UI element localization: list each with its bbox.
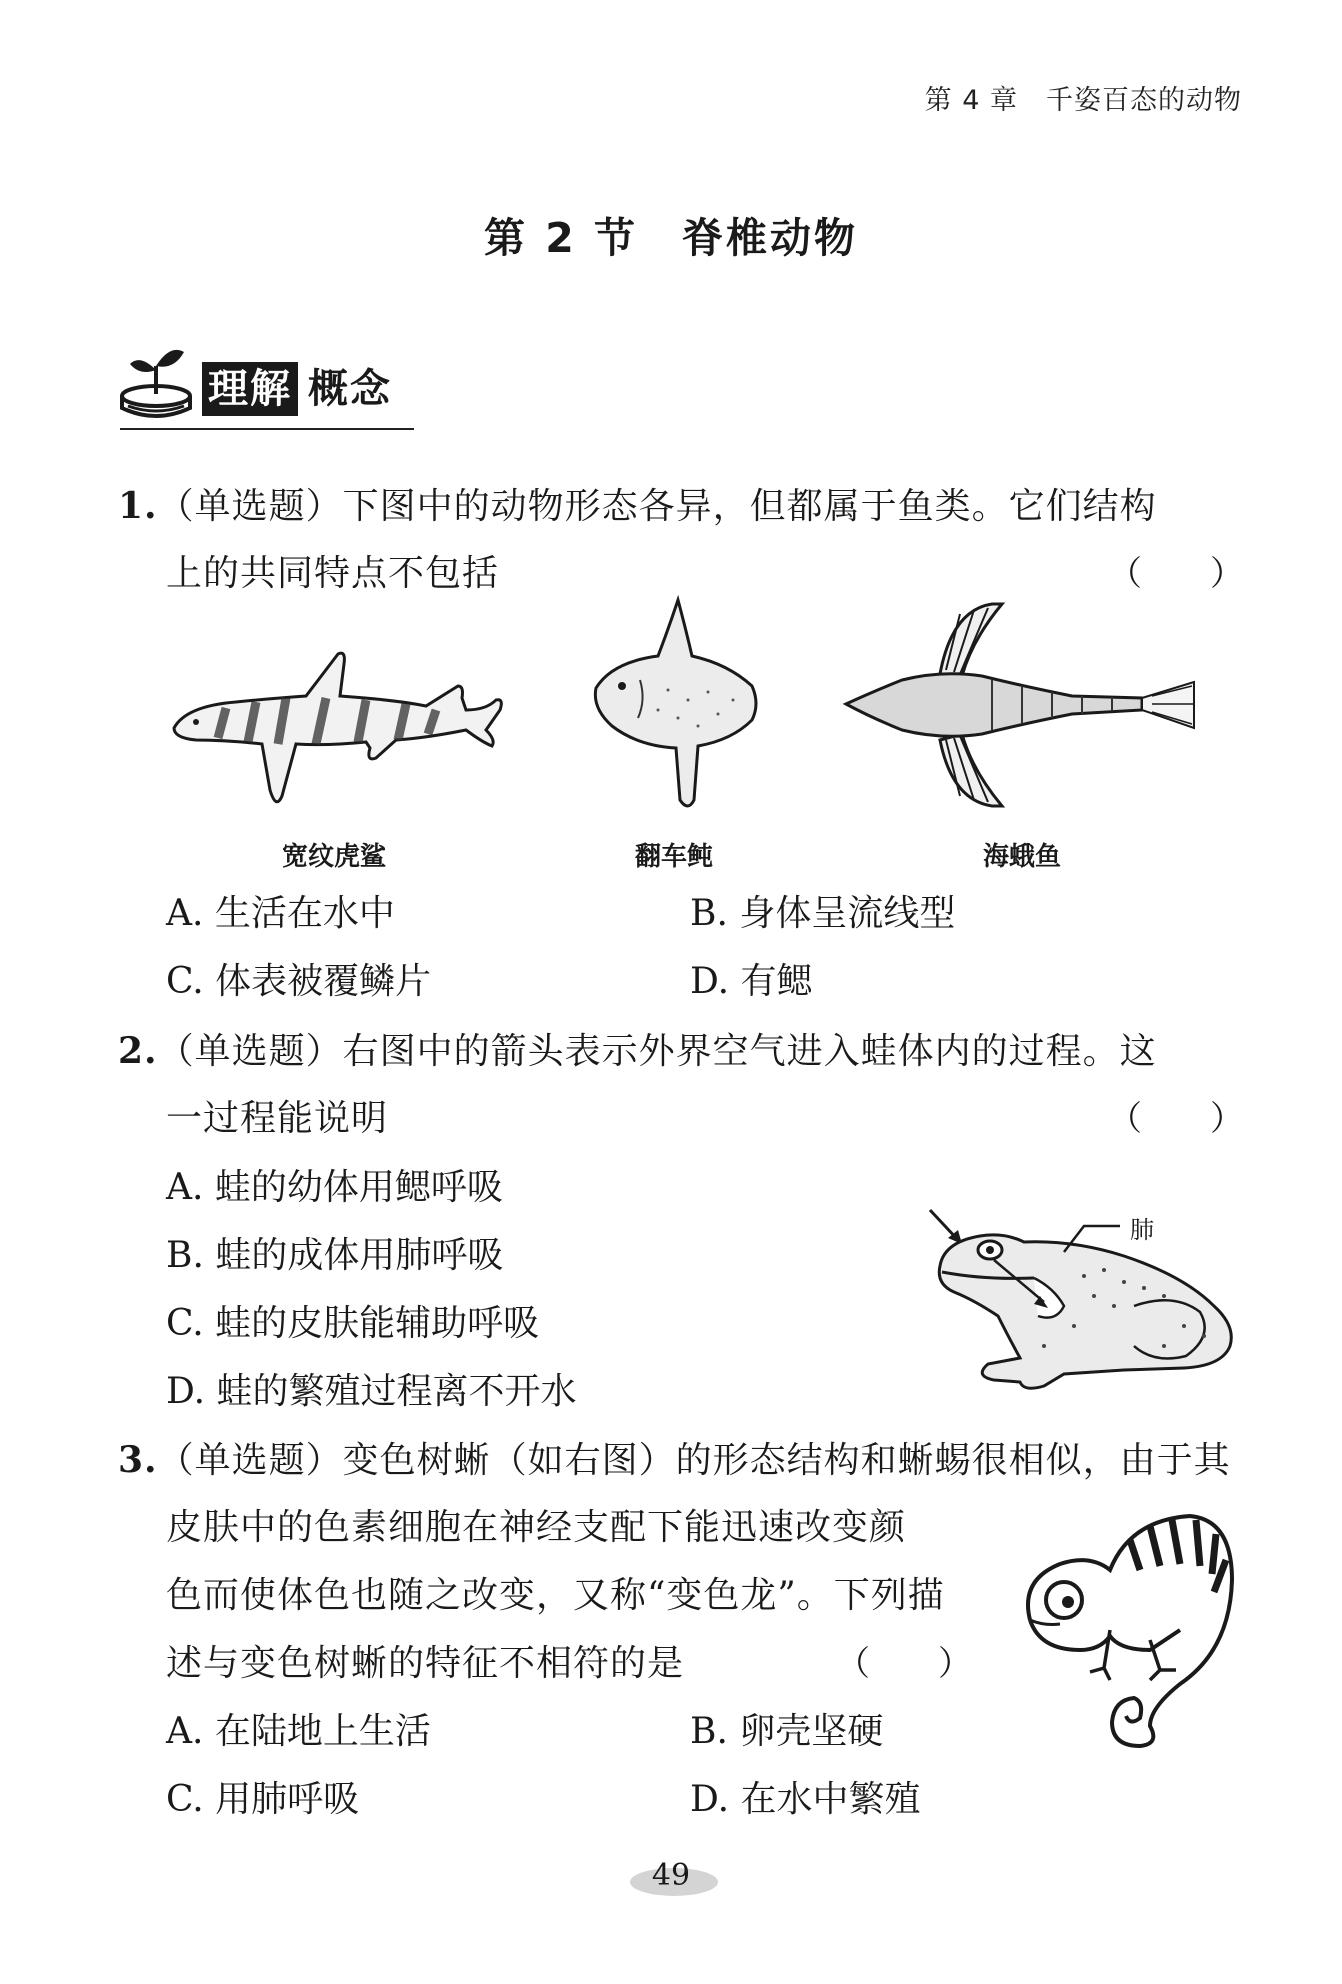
seamoth-illustration	[842, 600, 1202, 810]
answer-bracket: （ ）	[1108, 1099, 1244, 1139]
chapter-header: 第 4 章 千姿百态的动物	[924, 85, 1242, 116]
caption-shark: 宽纹虎鲨	[281, 842, 386, 872]
page-number: 49	[651, 1858, 691, 1893]
answer-bracket: （ ）	[1108, 554, 1244, 594]
answer-bracket: （ ）	[836, 1644, 972, 1684]
section-label-highlight: 理解	[202, 362, 298, 416]
caption-sunfish: 翻车鲀	[634, 842, 713, 872]
option-d[interactable]: D. 有鳃	[690, 961, 813, 1002]
frog-illustration	[924, 1196, 1240, 1396]
question-3-line2: 皮肤中的色素细胞在神经支配下能迅速改变颜	[166, 1507, 907, 1548]
option-a[interactable]: A. 在陆地上生活	[166, 1711, 431, 1752]
option-b[interactable]: B. 身体呈流线型	[690, 893, 956, 934]
question-text: （单选题）右图中的箭头表示外界空气进入蛙体内的过程。这	[157, 1031, 1157, 1072]
chameleon-illustration	[1000, 1500, 1240, 1750]
option-a[interactable]: A. 生活在水中	[166, 893, 395, 934]
sunfish-illustration	[588, 600, 768, 810]
question-number: 3.	[118, 1439, 158, 1481]
option-c[interactable]: C. 用肺呼吸	[166, 1779, 360, 1820]
section-label-plain: 概念	[308, 366, 392, 412]
shark-illustration	[166, 640, 506, 810]
caption-seamoth: 海蛾鱼	[982, 842, 1061, 872]
option-d[interactable]: D. 在水中繁殖	[690, 1779, 921, 1820]
option-d[interactable]: D. 蛙的繁殖过程离不开水	[166, 1371, 577, 1412]
question-3-line4: 述与变色树蜥的特征不相符的是	[166, 1643, 685, 1684]
question-text: （单选题）变色树蜥（如右图）的形态结构和蜥蜴很相似，由于其	[157, 1440, 1231, 1481]
option-b[interactable]: B. 卵壳坚硬	[690, 1711, 884, 1752]
sprout-dish-icon	[118, 344, 200, 424]
option-b[interactable]: B. 蛙的成体用肺呼吸	[166, 1235, 504, 1276]
question-2-line2: 一过程能说明	[166, 1098, 389, 1139]
question-number: 2.	[118, 1030, 158, 1072]
question-3-line1	[118, 1426, 1231, 1495]
question-2-line1	[118, 1017, 1157, 1086]
option-c[interactable]: C. 蛙的皮肤能辅助呼吸	[166, 1303, 540, 1344]
question-3-line3: 色而使体色也随之改变，又称“变色龙”。下列描	[166, 1575, 945, 1616]
question-text: （单选题）下图中的动物形态各异，但都属于鱼类。它们结构	[157, 486, 1157, 527]
question-1-line2: 上的共同特点不包括	[166, 553, 500, 594]
question-number: 1.	[118, 485, 158, 527]
section-underline	[120, 428, 414, 430]
option-c[interactable]: C. 体表被覆鳞片	[166, 961, 432, 1002]
lung-label: 肺	[1130, 1216, 1154, 1244]
question-1-line1	[118, 472, 1157, 541]
section-title: 第 2 节 脊椎动物	[483, 214, 859, 262]
option-a[interactable]: A. 蛙的幼体用鳃呼吸	[166, 1167, 503, 1208]
